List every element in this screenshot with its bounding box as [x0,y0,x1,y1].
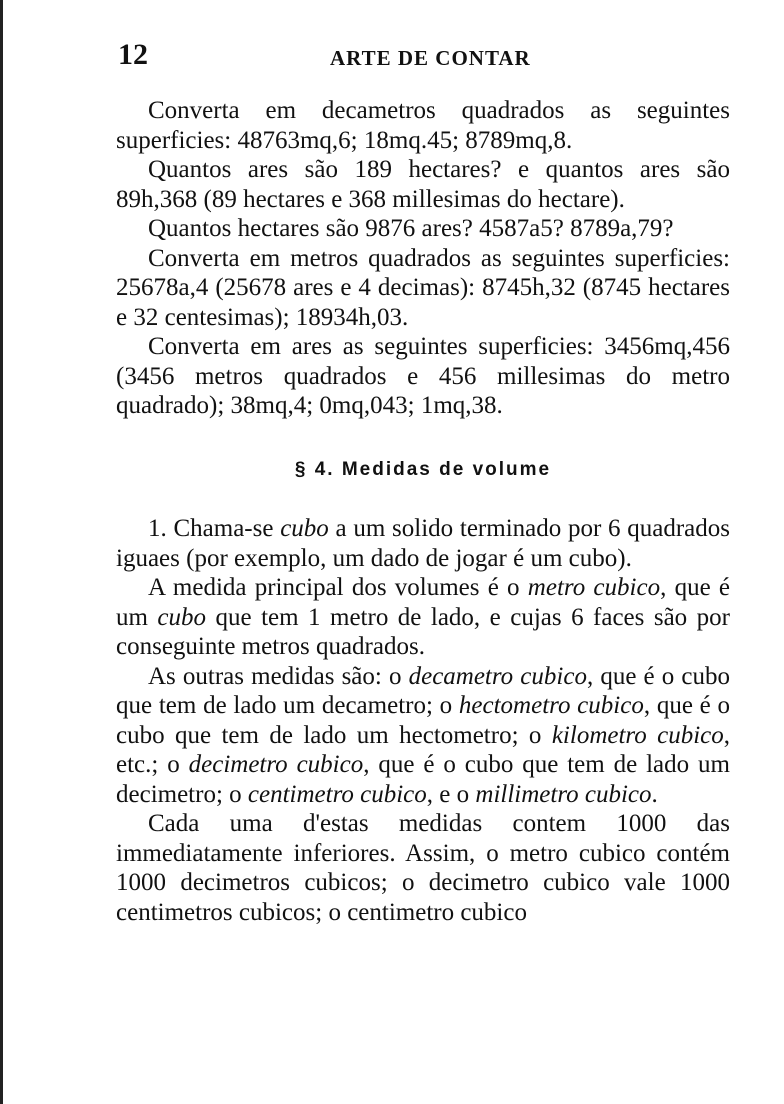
paragraph-1: 1. Chama-se cubo a um solido terminado por 6 quadrados iguaes (por exemplo, um dado de jogar é um cubo). [116,515,731,572]
page-body [116,96,730,927]
section-title: § 4. Medidas de volume [294,458,552,480]
exercise-5: Converta em ares as seguintes superficies: 3456mq,456 (3456 metros quadrados e 456 millesimas do metro quadrado); 38mq,4; 0mq,043; 1mq,38. [116,333,730,419]
paragraph-3: As outras medidas são: o decametro cubico, que é o cubo que tem de lado um decametro; o hectometro cubico, que é o cubo que tem de lado um hectometro; o kilometro cubico, etc.; o decimetro cubico, que é o cubo que tem de lado um decimetro; o centimetro cubico, e o millimetro cubico. [116,662,730,808]
exercise-1: Converta em decametros quadrados as seguintes superficies: 48763mq,6; 18mq.45; 8789mq,8. [116,97,730,154]
paragraph-4: Cada uma d'estas medidas contem 1000 das immediatamente inferiores. Assim, o metro cubico contém 1000 decimetros cubicos; o decimetro cubico vale 1000 centimetros cubicos; o centimetro cubico [116,810,730,926]
exercise-2: Quantos ares são 189 hectares? e quantos ares são 89h,368 (89 hectares e 368 millesimas do hectare). [116,156,730,213]
exercise-3: Quantos hectares são 9876 ares? 4587a5? 8789a,79? [148,215,674,242]
paragraph-2: A medida principal dos volumes é o metro cubico, que é um cubo que tem 1 metro de lado, e cujas 6 faces são por conseguinte metros quadrados. [116,574,730,660]
page-number: 12 [118,38,148,71]
exercise-4: Converta em metros quadrados as seguintes superficies: 25678a,4 (25678 ares e 4 decimas): 8745h,32 (8745 hectares e 32 centesimas); 18934h,03. [116,244,730,331]
page-header [0,38,784,78]
scan-edge [0,0,3,1104]
running-head: ARTE DE CONTAR [330,46,531,70]
